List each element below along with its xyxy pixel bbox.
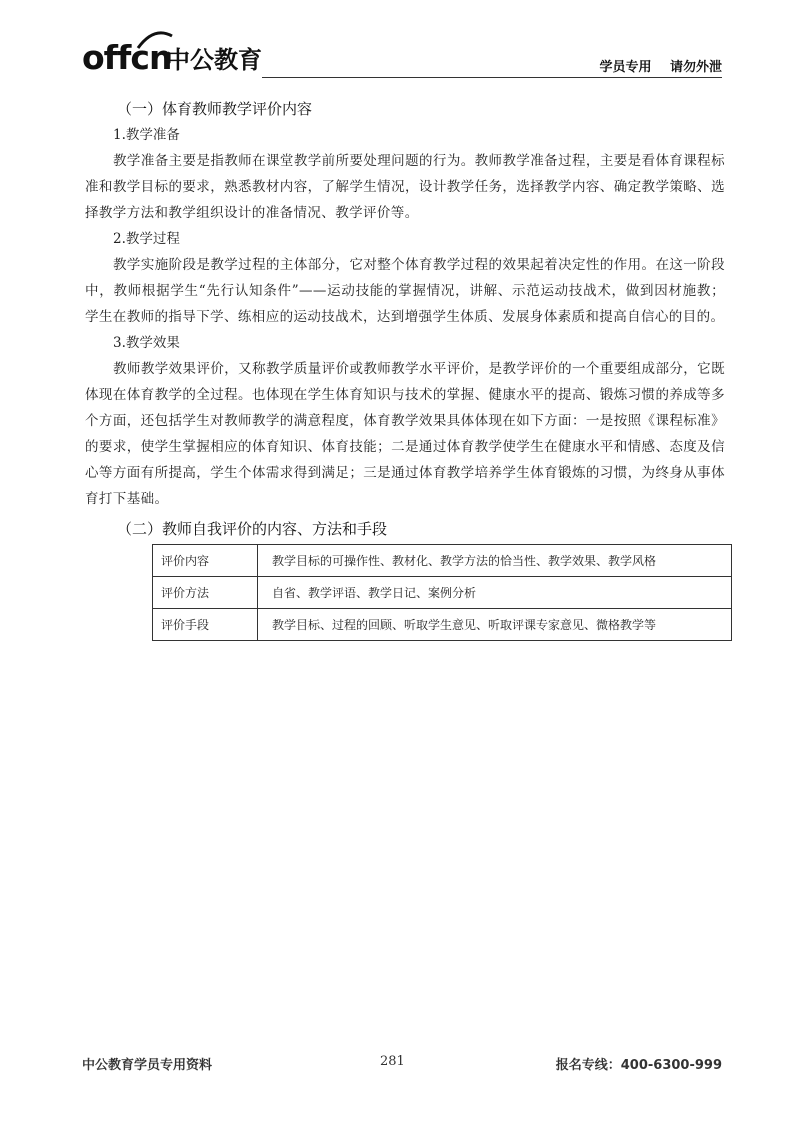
self-evaluation-table	[152, 544, 732, 641]
table-row	[153, 609, 732, 641]
table-cell-value: 自省、教学评语、教学日记、案例分析	[258, 577, 732, 609]
page-header	[82, 28, 722, 80]
section-title-self-evaluation: （二）教师自我评价的内容、方法和手段	[117, 520, 388, 538]
page-number: 281	[380, 1054, 405, 1069]
table-row	[153, 577, 732, 609]
table-cell-key: 评价方法	[153, 577, 258, 609]
header-tag-confidential: 请勿外泄	[669, 60, 722, 75]
header-tag-students-only: 学员专用	[599, 60, 652, 75]
paragraph-teaching-process: 教学实施阶段是教学过程的主体部分，它对整个体育教学过程的效果起着决定性的作用。在这一阶段中，教师根据学生“先行认知条件”——运动技能的掌握情况，讲解、示范运动技战术，做到因材施教；学生在教师的指导下学、练相应的运动技战术，达到增强学生体质、发展身体素质和提高自信心的目的。	[85, 257, 725, 325]
section-title-evaluation-content: （一）体育教师教学评价内容	[117, 100, 313, 118]
table-cell-value: 教学目标的可操作性、教材化、教学方法的恰当性、教学效果、教学风格	[258, 545, 732, 577]
table-cell-key: 评价手段	[153, 609, 258, 641]
paragraph-teaching-effect: 教师教学效果评价，又称教学质量评价或教师教学水平评价，是教学评价的一个重要组成部分，它既体现在体育教学的全过程。也体现在学生体育知识与技术的掌握、健康水平的提高、锻炼习惯的养成等多个方面，还包括学生对教师教学的满意程度，体育教学效果具体体现在如下方面：一是按照《课程标准》的要求，使学生掌握相应的体育知识、体育技能；二是通过体育教学使学生在健康水平和情感、态度及信心等方面有所提高，学生个体需求得到满足；三是通过体育教学培养学生体育锻炼的习惯，为终身从事体育打下基础。	[85, 361, 725, 507]
footer-hotline: 报名专线：400-6300-999	[555, 1058, 722, 1073]
subheading-teaching-preparation: 1.教学准备	[113, 127, 180, 143]
subheading-teaching-effect: 3.教学效果	[113, 335, 180, 351]
table-cell-value: 教学目标、过程的回顾、听取学生意见、听取评课专家意见、微格教学等	[258, 609, 732, 641]
table-cell-key: 评价内容	[153, 545, 258, 577]
header-divider	[262, 77, 722, 78]
page-footer	[82, 1054, 722, 1074]
subheading-teaching-process: 2.教学过程	[113, 231, 180, 247]
page-content	[85, 92, 725, 641]
header-tags	[599, 56, 722, 75]
footer-source-label: 中公教育学员专用资料	[82, 1058, 213, 1073]
paragraph-teaching-preparation: 教学准备主要是指教师在课堂教学前所要处理问题的行为。教师教学准备过程，主要是看体育课程标准和教学目标的要求，熟悉教材内容，了解学生情况，设计教学任务，选择教学内容、确定教学策略、选择教学方法和教学组织设计的准备情况、教学评价等。	[85, 153, 725, 221]
logo-text: offcn	[82, 38, 172, 77]
logo-chinese-name: 中公教育	[166, 46, 262, 74]
table-row	[153, 545, 732, 577]
